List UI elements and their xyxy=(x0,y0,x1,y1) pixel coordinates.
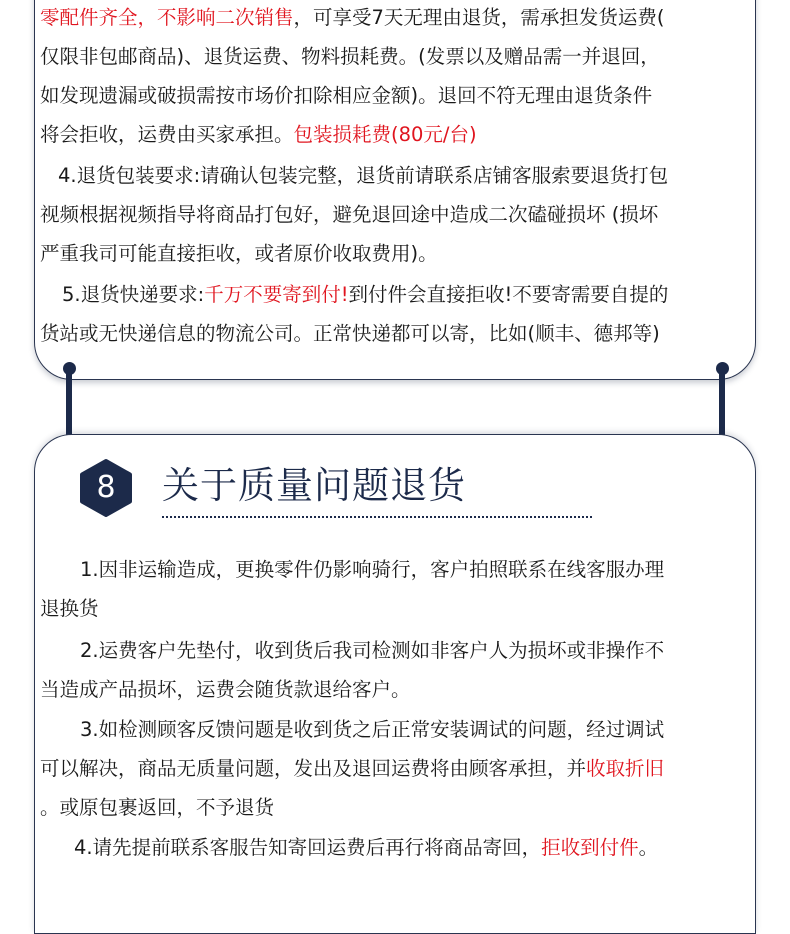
text-line: 3.如检测顾客反馈问题是收到货之后正常安装调试的问题，经过调试 xyxy=(80,718,665,741)
connector-dot xyxy=(63,362,76,375)
title-underline xyxy=(162,516,592,518)
highlight-text: 收取折旧 xyxy=(586,757,665,780)
text-line: 1.因非运输造成，更换零件仍影响骑行，客户拍照联系在线客服办理 xyxy=(80,558,665,581)
text-line: 4.请先提前联系客服告知寄回运费后再行将商品寄回，拒收到付件。 xyxy=(74,836,659,859)
text-line: 2.运费客户先垫付，收到货后我司检测如非客户人为损坏或非操作不 xyxy=(80,639,665,662)
text-line: 退换货 xyxy=(40,597,99,620)
text-line: 货站或无快递信息的物流公司。正常快递都可以寄，比如(顺丰、德邦等) xyxy=(40,322,660,345)
text-line: 零配件齐全，不影响二次销售，可享受7天无理由退货，需承担发货运费( xyxy=(40,6,665,29)
text-line: 。或原包裹返回，不予退货 xyxy=(40,796,275,819)
text-line: 4.退货包装要求:请确认包装完整，退货前请联系店铺客服索要退货打包 xyxy=(58,164,669,187)
text-line: 视频根据视频指导将商品打包好，避免退回途中造成二次磕碰损坏 (损坏 xyxy=(40,203,659,226)
connector-dot xyxy=(716,362,729,375)
text-line: 5.退货快递要求:千万不要寄到付!到付件会直接拒收!不要寄需要自提的 xyxy=(62,283,669,306)
section-title: 关于质量问题退货 xyxy=(162,464,466,507)
highlight-text: 包装损耗费(80元/台) xyxy=(293,123,477,146)
highlight-text: 零配件齐全，不影响二次销售 xyxy=(40,6,294,29)
text-line: 如发现遗漏或破损需按市场价扣除相应金额)。退回不符无理由退货条件 xyxy=(40,84,653,107)
section-number: 8 xyxy=(96,470,116,505)
text-line: 将会拒收，运费由买家承担。包装损耗费(80元/台) xyxy=(40,123,477,146)
text-line: 严重我司可能直接拒收，或者原价收取费用)。 xyxy=(40,242,438,265)
highlight-text: 千万不要寄到付! xyxy=(204,283,349,306)
text-line: 当造成产品损坏，运费会随货款退给客户。 xyxy=(40,678,411,701)
text-line: 可以解决，商品无质量问题，发出及退回运费将由顾客承担，并收取折旧 xyxy=(40,757,665,780)
section-number-badge xyxy=(76,458,136,518)
text-line: 仅限非包邮商品)、退货运费、物料损耗费。(发票以及赠品需一并退回， xyxy=(40,45,660,68)
highlight-text: 拒收到付件 xyxy=(541,836,639,859)
